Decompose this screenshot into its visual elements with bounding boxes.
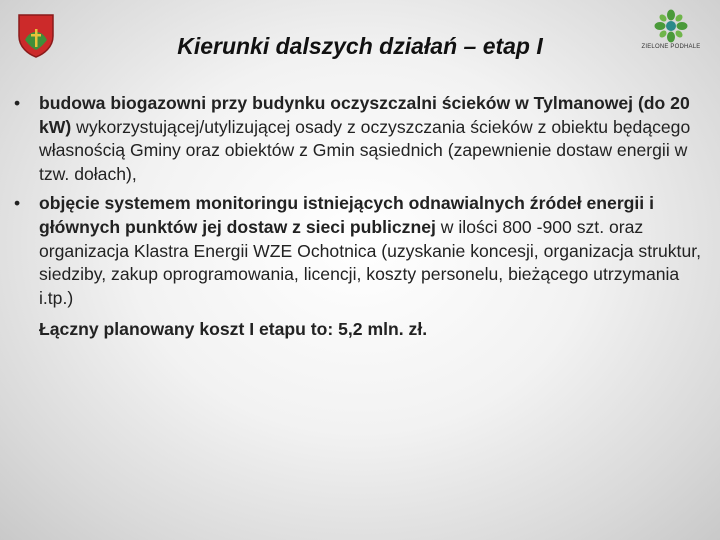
logo-caption: ZIELONE PODHALE (641, 44, 701, 50)
slide-body (12, 92, 712, 342)
bullet-text: w ilości 800 -900 szt. oraz organizacja Klastra Energii WZE Ochotnica (uzyskanie koncesji, organizacja struktur, siedziby, zakup oprogramowania, licencji, koszty personelu, bieżącego utrzymania i.tp.) (39, 216, 702, 308)
bullet-bold-text: budowa biogazowni przy budynku oczyszczalni ścieków w Tylmanowej (do 20 kW) (39, 93, 690, 137)
slide-title: Kierunki dalszych działań – etap I (177, 33, 543, 59)
bullet-item-biogas (12, 92, 712, 186)
bullet-item-monitoring (12, 192, 712, 310)
bullet-bold-text: objęcie systemem monitoringu istniejących odnawialnych źródeł energii i głównych punktów jej dostaw z sieci publicznej (39, 193, 654, 237)
bullet-list (12, 92, 712, 310)
bullet-text: wykorzystującej/utylizującej osady z oczyszczania ścieków z obiektu będącego własnością Gminy oraz obiektów z Gmin sąsiednich (zapewnienie dostaw energii w tzw. dołach), (39, 116, 691, 184)
bullet-icon: • (14, 93, 21, 113)
total-cost-summary: Łączny planowany koszt I etapu to: 5,2 mln. zł. (39, 319, 428, 340)
bullet-icon: • (14, 193, 21, 214)
